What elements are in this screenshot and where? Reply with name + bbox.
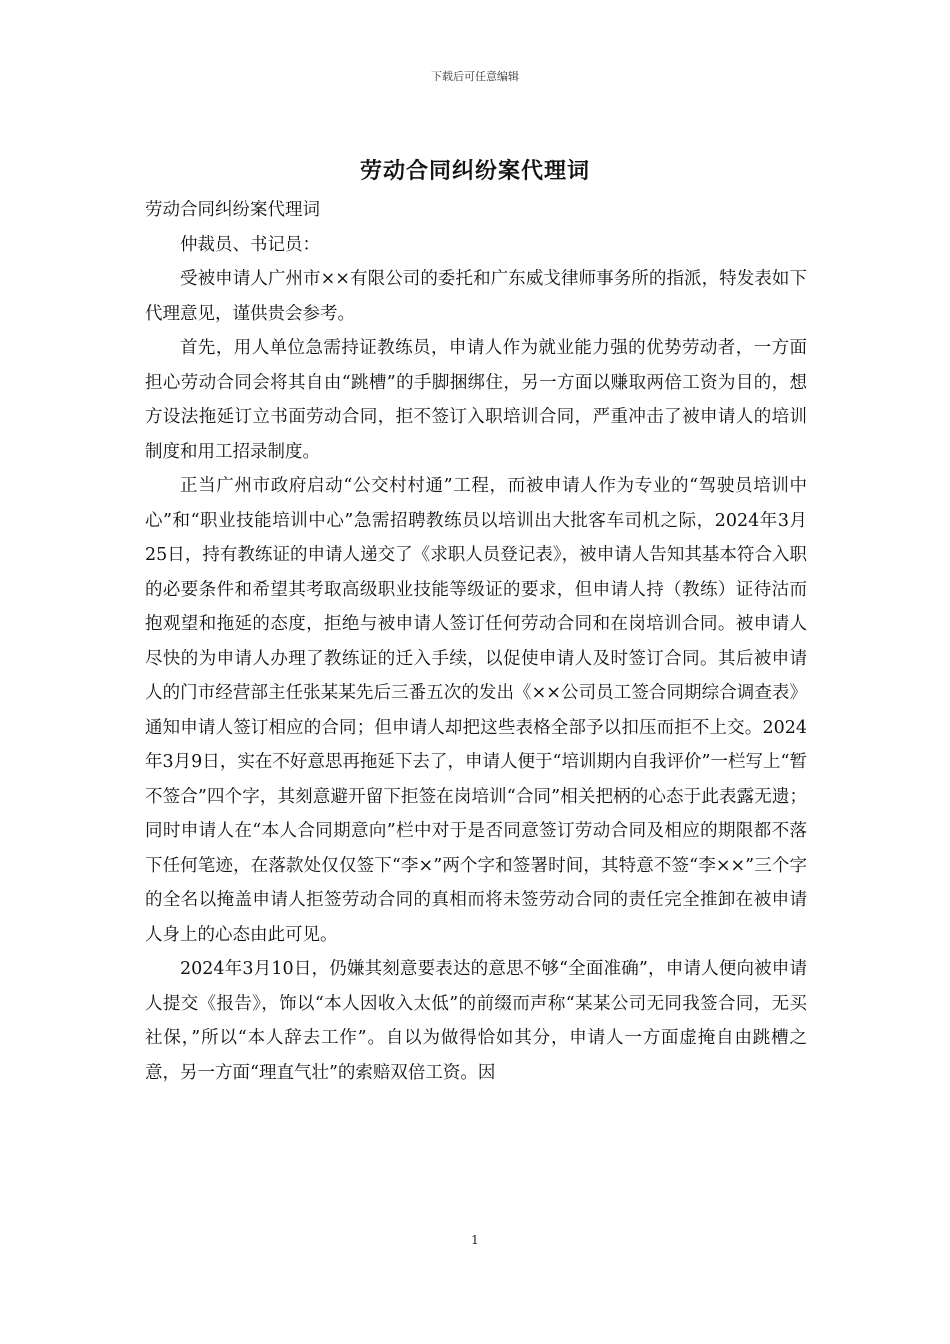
document-body	[145, 193, 807, 1090]
subtitle-paragraph: 劳动合同纠纷案代理词	[145, 200, 320, 220]
document-title: 劳动合同纠纷案代理词	[359, 158, 590, 184]
body-paragraph: 正当广州市政府启动“公交村村通”工程，而被申请人作为专业的“驾驶员培训中心”和“职业技能培训中心”急需招聘教练员以培训出大批客车司机之际，2024年3月25日，持有教练证的申请人递交了《求职人员登记表》，被申请人告知其基本符合入职的必要条件和希望其考取高级职业技能等级证的要求，但申请人持（教练）证待沽而抱观望和拖延的态度，拒绝与被申请人签订任何劳动合同和在岗培训合同。被申请人尽快的为申请人办理了教练证的迁入手续，以促使申请人及时签订合同。其后被申请人的门市经营部主任张某某先后三番五次的发出《××公司员工签合同期综合调查表》通知申请人签订相应的合同；但申请人却把这些表格全部予以扣压而拒不上交。2024年3月9日，实在不好意思再拖延下去了，申请人便于“培训期内自我评价”一栏写上“暂不签合”四个字，其刻意避开留下拒签在岗培训“合同”相关把柄的心态于此表露无遗；同时申请人在“本人合同期意向”栏中对于是否同意签订劳动合同及相应的期限都不落下任何笔迹，在落款处仅仅签下“李×”两个字和签署时间，其特意不签“李××”三个字的全名以掩盖申请人拒签劳动合同的真相而将未签劳动合同的责任完全推卸在被申请人身上的心态由此可见。	[145, 476, 807, 945]
salutation-paragraph: 仲裁员、书记员：	[180, 234, 320, 255]
page-header: 下载后可任意编辑	[431, 70, 519, 83]
body-paragraph: 首先，用人单位急需持证教练员，申请人作为就业能力强的优势劳动者，一方面担心劳动合同会将其自由“跳槽”的手脚捆绑住，另一方面以赚取两倍工资为目的，想方设法拖延订立书面劳动合同，拒不签订入职培训合同，严重冲击了被申请人的培训制度和用工招录制度。	[145, 338, 807, 462]
body-paragraph: 2024年3月10日，仍嫌其刻意要表达的意思不够“全面准确”，申请人便向被申请人提交《报告》，饰以“本人因收入太低”的前缀而声称“某某公司无同我签合同，无买社保，”所以“本人辞去工作”。自以为做得恰如其分，申请人一方面虚掩自由跳槽之意，另一方面“理直气壮”的索赔双倍工资。因	[145, 959, 807, 1083]
page-number: 1	[471, 1233, 479, 1247]
body-paragraph: 受被申请人广州市××有限公司的委托和广东威戈律师事务所的指派，特发表如下代理意见，谨供贵会参考。	[145, 269, 807, 324]
